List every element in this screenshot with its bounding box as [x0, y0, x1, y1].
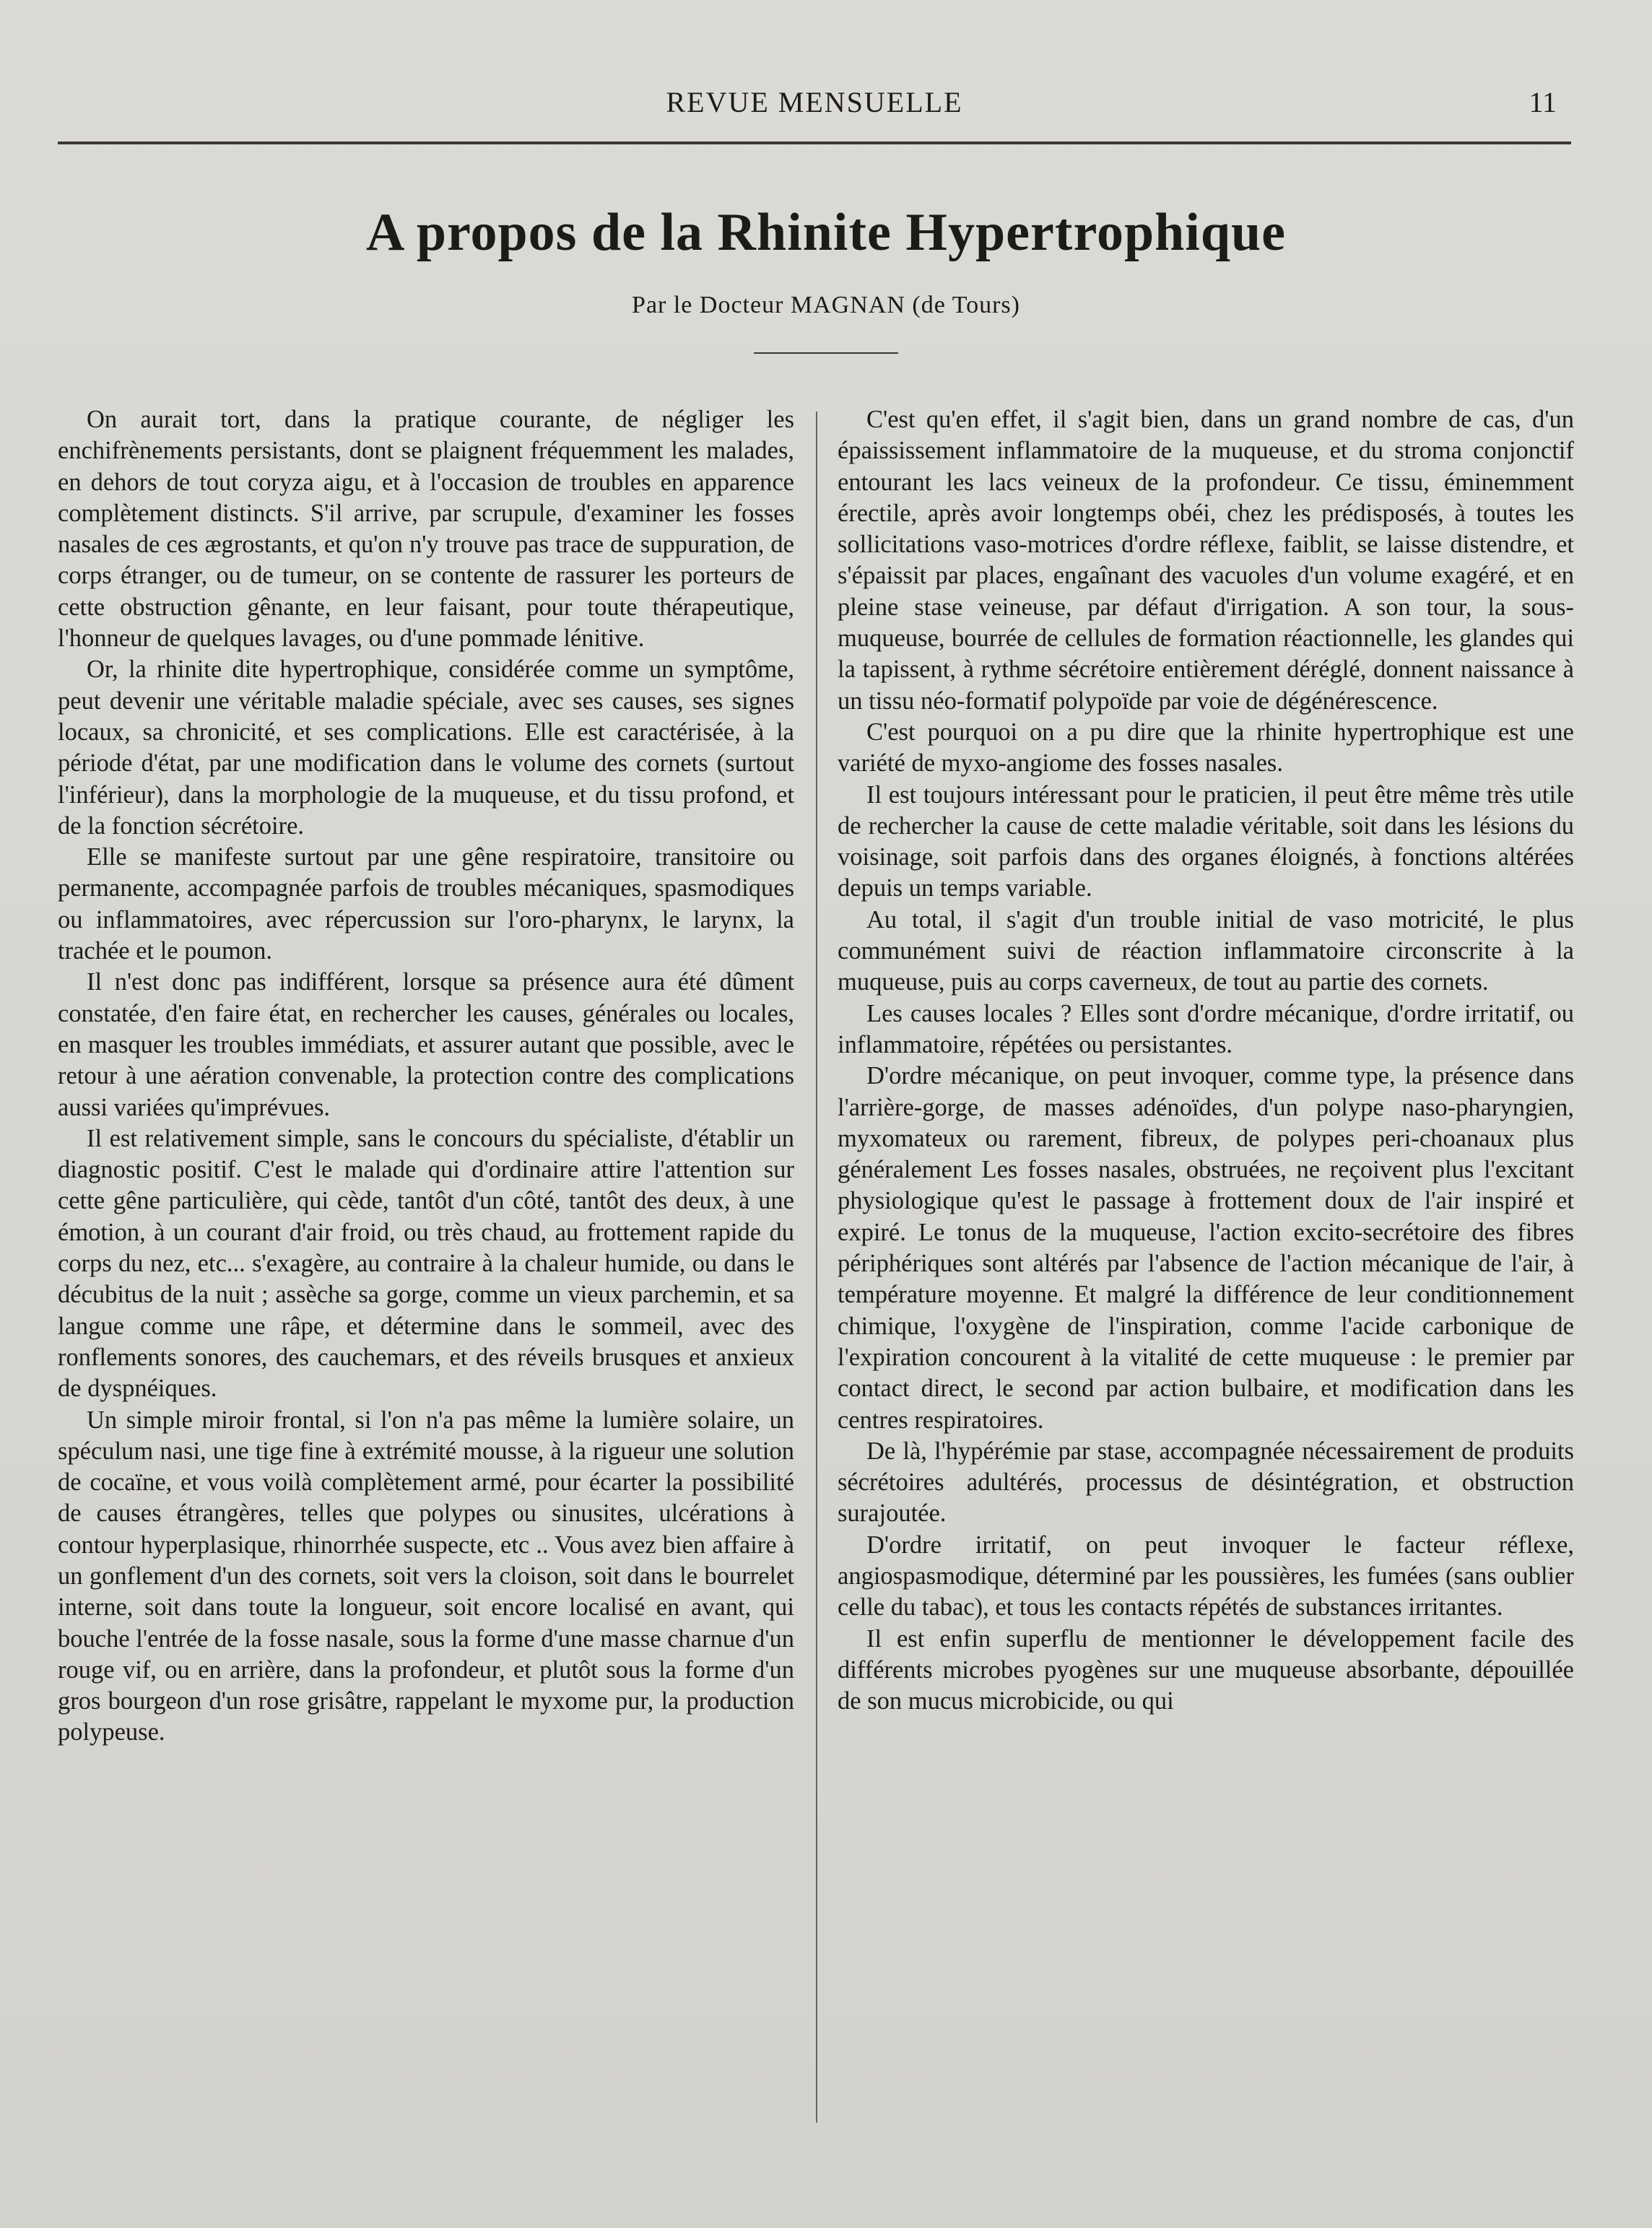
paragraph: Il est enfin superflu de mentionner le développement facile des différents microbes pyogènes sur une muqueuse absorbante, dépouillée de son mucus microbicide, ou qui	[838, 1624, 1574, 1715]
header-rule	[58, 142, 1571, 144]
page-number: 11	[1529, 86, 1557, 118]
right-column	[838, 404, 1574, 1717]
paragraph: D'ordre irritatif, on peut invoquer le facteur réflexe, angiospasmodique, déterminé par les poussières, les fumées (sans oublier celle du tabac), et tous les contacts répétés de substances irritantes.	[838, 1531, 1574, 1622]
paragraph: Au total, il s'agit d'un trouble initial de vaso motricité, le plus communément suivi de réaction inflammatoire circonscrite à la muqueuse, puis au corps caverneux, de tout au partie des cornets.	[838, 905, 1574, 996]
paragraph: Il est relativement simple, sans le concours du spécialiste, d'établir un diagnostic positif. C'est le malade qui d'ordinaire attire l'attention sur cette gêne particulière, qui cède, tantôt d'un côté, tantôt des deux, à une émotion, à un courant d'air froid, ou très chaud, au frottement rapide du corps du nez, etc... s'exagère, au contraire à la chaleur humide, ou dans le décubitus de la nuit ; assèche sa gorge, comme un vieux parchemin, et sa langue comme une râpe, et détermine dans le sommeil, avec des ronflements sonores, des cauchemars, et des réveils brusques et anxieux de dyspnéiques.	[58, 1124, 794, 1403]
column-divider	[816, 412, 817, 2123]
paragraph: De là, l'hypérémie par stase, accompagnée nécessairement de produits sécrétoires adultérés, processus de désintégration, et obstruction surajoutée.	[838, 1437, 1574, 1528]
paragraph: C'est pourquoi on a pu dire que la rhinite hypertrophique est une variété de myxo-angiome des fosses nasales.	[838, 718, 1574, 778]
byline-rule	[754, 352, 898, 354]
article-byline: Par le Docteur MAGNAN (de Tours)	[632, 292, 1020, 318]
running-title: REVUE MENSUELLE	[666, 86, 963, 118]
paragraph: Il est toujours intéressant pour le praticien, il peut être même très utile de rechercher la cause de cette maladie véritable, soit dans les lésions du voisinage, soit parfois dans des organes éloignés, à fonctions altérées depuis un temps variable.	[838, 780, 1574, 902]
page-header	[58, 85, 1571, 131]
paragraph: C'est qu'en effet, il s'agit bien, dans un grand nombre de cas, d'un épaississement inflammatoire de la muqueuse, et du stroma conjonctif entourant les lacs veineux de la profondeur. Ce tissu, éminemment érectile, après avoir longtemps obéi, chez les prédisposés, à toutes les sollicitations vaso-motrices d'ordre réflexe, faiblit, se laisse distendre, et s'épaissit par places, engaînant des vacuoles d'un volume exagéré, et en pleine stase veineuse, par défaut d'irrigation. A son tour, la sous-muqueuse, bourrée de cellules de formation réactionnelle, les glandes qui la tapissent, à rythme sécrétoire entièrement déréglé, donnent naissance à un tissu néo-formatif polypoïde par voie de dégénérescence.	[838, 406, 1574, 715]
paragraph: Un simple miroir frontal, si l'on n'a pas même la lumière solaire, un spéculum nasi, une tige fine à extrémité mousse, à la rigueur une solution de cocaïne, et vous voilà complètement armé, pour écarter la possibilité de causes étrangères, telles que polypes ou sinusites, ulcérations à contour hyperplasique, rhinorrhée suspecte, etc .. Vous avez bien affaire à un gonflement d'un des cornets, soit vers la cloison, soit dans le bourrelet interne, soit dans toute la longueur, soit encore localisé en avant, qui bouche l'entrée de la fosse nasale, sous la forme d'une masse charnue d'un rouge vif, ou en arrière, dans la profondeur, et plutôt sous la forme d'un gros bourgeon d'un rose grisâtre, rappelant le myxome pur, la production polypeuse.	[58, 1406, 794, 1746]
paragraph: Or, la rhinite dite hypertrophique, considérée comme un symptôme, peut devenir une véritable maladie spéciale, avec ses causes, ses signes locaux, sa chronicité, et ses complications. Elle est caractérisée, à la période d'état, par une modification dans le volume des cornets (surtout l'inférieur), dans la morphologie de la muqueuse, et du tissu profond, et de la fonction sécrétoire.	[58, 656, 794, 840]
paragraph: Il n'est donc pas indifférent, lorsque sa présence aura été dûment constatée, d'en faire état, en rechercher les causes, générales ou locales, en masquer les troubles immédiats, et assurer autant que possible, avec le retour à une aération convenable, la protection contre des complications aussi variées qu'imprévues.	[58, 968, 794, 1121]
paragraph: Elle se manifeste surtout par une gêne respiratoire, transitoire ou permanente, accompagnée parfois de troubles mécaniques, spasmodiques ou inflammatoires, avec répercussion sur l'oro-pharynx, le larynx, la trachée et le poumon.	[58, 843, 794, 965]
left-column	[58, 404, 794, 1749]
paragraph: D'ordre mécanique, on peut invoquer, comme type, la présence dans l'arrière-gorge, de masses adénoïdes, d'un polype naso-pharyngien, myxomateux ou rarement, fibreux, de polypes peri-choanaux plus généralement Les fosses nasales, obstruées, ne reçoivent plus l'excitant physiologique qu'est le passage à frottement doux de l'air inspiré et expiré. Le tonus de la muqueuse, l'action excito-secrétoire des fibres périphériques sont altérés par l'absence de l'action mécanique de l'air, à température moyenne. Et malgré la différence de leur conditionnement chimique, l'oxygène de l'inspiration, comme l'acide carbonique de l'expiration concourent à la vitalité de cette muqueuse : le premier par contact direct, le second par action bulbaire, et modification dans les centres respiratoires.	[838, 1062, 1574, 1434]
paragraph: Les causes locales ? Elles sont d'ordre mécanique, d'ordre irritatif, ou inflammatoire, répétées ou persistantes.	[838, 999, 1574, 1058]
article-title: A propos de la Rhinite Hypertrophique	[366, 203, 1286, 262]
paragraph: On aurait tort, dans la pratique courante, de négliger les enchifrènements persistants, dont se plaignent fréquemment les malades, en dehors de tout coryza aigu, et à l'occasion de troubles en apparence complètement distincts. S'il arrive, par scrupule, d'examiner les fosses nasales de ces ægrostants, et qu'on n'y trouve pas trace de suppuration, de corps étranger, ou de tumeur, on se contente de rassurer les porteurs de cette obstruction gênante, en leur faisant, pour toute thérapeutique, l'honneur de quelques lavages, ou d'une pommade lénitive.	[58, 406, 794, 653]
